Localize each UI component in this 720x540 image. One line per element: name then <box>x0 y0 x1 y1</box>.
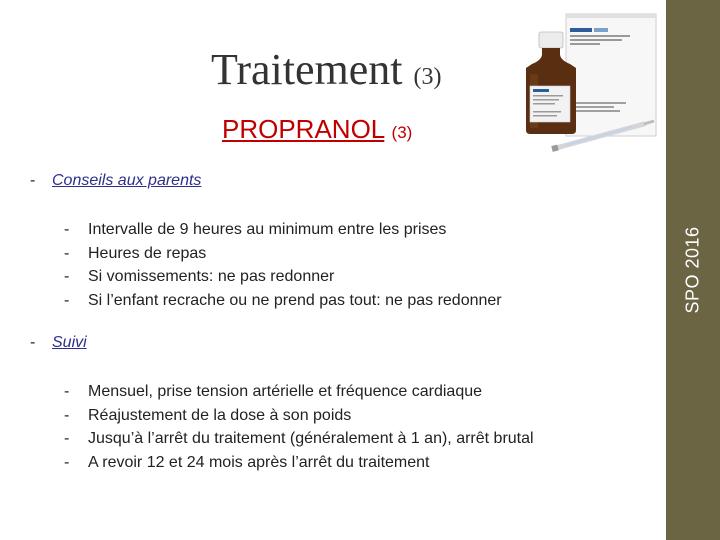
list-item <box>64 427 534 451</box>
list-item-text: Mensuel, prise tension artérielle et fréquence cardiaque <box>88 383 483 400</box>
list-item <box>64 451 534 475</box>
list-item-text: A revoir 12 et 24 mois après l’arrêt du traitement <box>88 454 430 472</box>
list-item-text: Si vomissements: ne pas redonner <box>88 268 335 286</box>
bullet-dash: - <box>64 406 70 424</box>
bullet-dash: - <box>64 454 70 472</box>
bullet-dash: - <box>64 383 70 400</box>
slide-subtitle-text: PROPRANOL <box>222 114 385 144</box>
medicine-box-image <box>566 14 656 136</box>
slide-subtitle <box>222 114 412 145</box>
conseils-heading <box>30 172 201 190</box>
list-item <box>64 242 502 266</box>
suivi-heading <box>30 334 87 352</box>
list-item-text: Réajustement de la dose à son poids <box>88 406 352 424</box>
conseils-heading-label: Conseils aux parents <box>52 172 202 189</box>
bullet-dash: - <box>64 268 70 286</box>
slide-title-text: Traitement <box>211 45 403 94</box>
list-item <box>64 404 534 428</box>
slide-title <box>211 44 441 95</box>
list-item-text: Intervalle de 9 heures au minimum entre les prises <box>88 221 447 238</box>
list-item-text: Si l’enfant recrache ou ne prend pas tout: ne pas redonner <box>88 292 502 310</box>
list-item <box>64 289 502 313</box>
product-image <box>512 8 662 158</box>
slide-title-number: (3) <box>413 64 442 90</box>
bullet-dash: - <box>64 292 70 310</box>
suivi-list <box>64 380 534 475</box>
bullet-dash: - <box>64 430 70 448</box>
list-item-text: Heures de repas <box>88 244 207 262</box>
list-item-text: Jusqu’à l’arrêt du traitement (généralement à 1 an), arrêt brutal <box>88 430 534 448</box>
list-item <box>64 380 534 404</box>
bullet-dash: - <box>64 221 70 238</box>
bullet-dash: - <box>64 244 70 262</box>
list-item <box>64 218 502 242</box>
bullet-dash: - <box>30 172 36 189</box>
sidebar-label: SPO 2016 <box>682 226 703 314</box>
suivi-heading-label: Suivi <box>52 334 87 351</box>
list-item <box>64 265 502 289</box>
bullet-dash: - <box>30 334 36 351</box>
conseils-list <box>64 218 502 313</box>
slide-subtitle-number: (3) <box>391 123 413 142</box>
